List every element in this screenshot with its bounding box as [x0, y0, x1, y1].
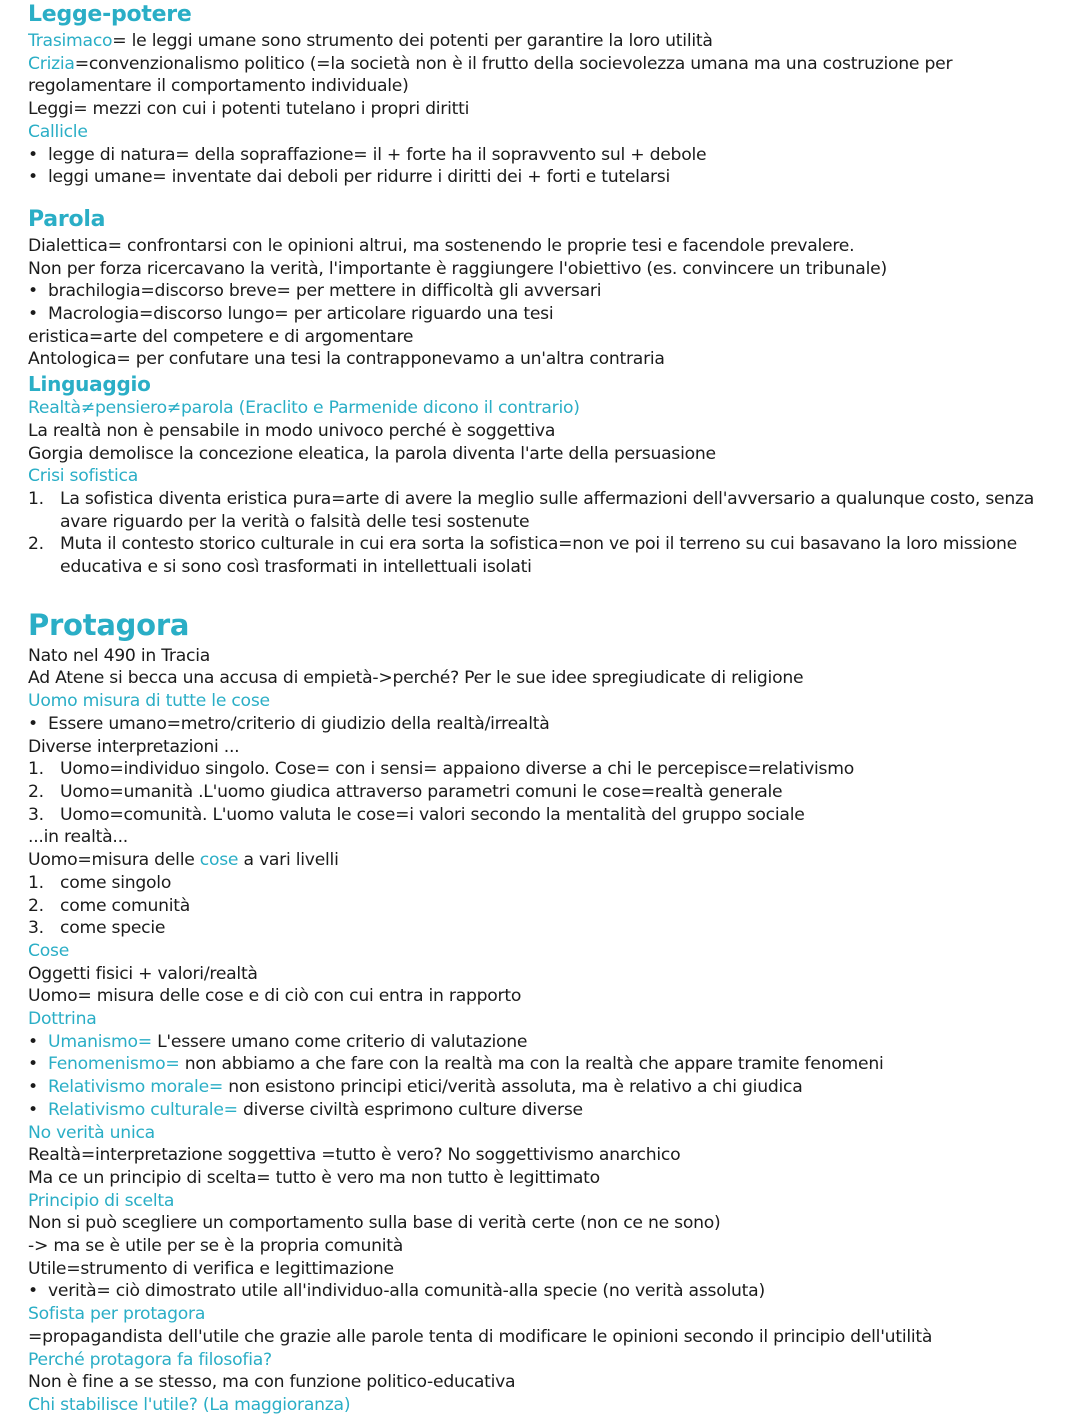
- list-text: Muta il contesto storico culturale in cui era sorta la sofistica=non ve poi il terreno su cui basavano la loro missione educativa e si sono così trasformati in intellettuali isolati: [60, 534, 1017, 578]
- bullet-marker: •: [28, 1077, 38, 1098]
- nato-line: Nato nel 490 in Tracia: [28, 645, 211, 666]
- utile-line: Utile=strumento di verifica e legittimazione: [28, 1258, 394, 1279]
- nonforza-line: Non per forza ricercavano la verità, l'importante è raggiungere l'obiettivo (es. convincere un tribunale): [28, 258, 887, 279]
- bullet-text: legge di natura= della sopraffazione= il + forte ha il sopravvento sul + debole: [48, 144, 707, 165]
- bullet-marker: •: [28, 1099, 38, 1120]
- uomo-cose-line: [28, 849, 1060, 872]
- dottrina-definition: non esistono principi etici/verità assoluta, ma è relativo a chi giudica: [223, 1077, 803, 1098]
- heading-parola: Parola: [28, 206, 106, 232]
- bullet-marker: •: [28, 1281, 38, 1302]
- callicle-bullet: [28, 166, 1060, 189]
- trasimaco-label: Trasimaco: [28, 31, 113, 51]
- cose-label: Cose: [28, 940, 70, 961]
- bullet-marker: •: [28, 281, 38, 302]
- list-text: Uomo=comunità. L'uomo valuta le cose=i valori secondo la mentalità del gruppo sociale: [60, 804, 805, 825]
- list-text: come comunità: [60, 895, 191, 916]
- leggi-line: Leggi= mezzi con cui i potenti tutelano i propri diritti: [28, 99, 470, 120]
- heading-linguaggio: Linguaggio: [28, 372, 151, 397]
- interp-item: [28, 758, 1060, 781]
- crizia-label: Crizia: [28, 53, 75, 74]
- bullet-text: verità= ciò dimostrato utile all'individuo-alla comunità-alla specie (no verità assoluta): [48, 1281, 765, 1302]
- list-number: 2.: [28, 895, 44, 916]
- dialettica-line: Dialettica= confrontarsi con le opinioni altrui, ma sostenendo le proprie tesi e facendole prevalere.: [28, 235, 855, 256]
- dottrina-definition: L'essere umano come criterio di valutazione: [151, 1031, 528, 1052]
- diverse-line: Diverse interpretazioni ...: [28, 736, 240, 757]
- bullet-marker: •: [28, 167, 38, 188]
- bullet-marker: •: [28, 1054, 38, 1075]
- crizia-line: [28, 53, 1060, 98]
- principio-label: Principio di scelta: [28, 1190, 175, 1211]
- antologica-line: Antologica= per confutare una tesi la contrapponevamo a un'altra contraria: [28, 349, 665, 370]
- uomo-misura-label: Uomo misura di tutte le cose: [28, 691, 270, 712]
- bullet-marker: •: [28, 144, 38, 165]
- crisi-label: Crisi sofistica: [28, 466, 139, 487]
- list-text: come specie: [60, 918, 166, 939]
- callicle-bullet: [28, 144, 1060, 167]
- dottrina-term: Fenomenismo=: [48, 1054, 180, 1075]
- eristica-line: eristica=arte del competere e di argomentare: [28, 326, 414, 347]
- realta-line: La realtà non è pensabile in modo univoco perché è soggettiva: [28, 420, 556, 441]
- bullet-marker: •: [28, 1031, 38, 1052]
- realta-teal-line: Realtà≠pensiero≠parola (Eraclito e Parmenide dicono il contrario): [28, 398, 580, 419]
- accusa-line: Ad Atene si becca una accusa di empietà->perché? Per le sue idee spregiudicate di religione: [28, 668, 804, 689]
- heading-legge-potere: Legge-potere: [28, 2, 192, 27]
- bullet-text: brachilogia=discorso breve= per mettere in difficoltà gli avversari: [48, 281, 602, 302]
- dottrina-item-content: [48, 1076, 1060, 1099]
- list-number: 2.: [28, 534, 44, 555]
- list-text: Uomo=individuo singolo. Cose= con i sensi= appaiono diverse a chi le percepisce=relativismo: [60, 759, 854, 780]
- parola-bullet: [28, 280, 1060, 303]
- livello-item: [28, 895, 1060, 918]
- inrealta-line: ...in realtà...: [28, 827, 129, 848]
- dottrina-term: Relativismo culturale=: [48, 1099, 238, 1120]
- ma-ce-line: Ma ce un principio di scelta= tutto è vero ma non tutto è legittimato: [28, 1167, 600, 1188]
- perche-label: Perché protagora fa filosofia?: [28, 1349, 272, 1370]
- dottrina-item-content: [48, 1053, 1060, 1076]
- sofista-label: Sofista per protagora: [28, 1304, 206, 1325]
- bullet-marker: •: [28, 713, 38, 734]
- bullet-text: leggi umane= inventate dai deboli per ridurre i diritti dei + forti e tutelarsi: [48, 167, 671, 188]
- perche-line: Non è fine a se stesso, ma con funzione politico-educativa: [28, 1372, 516, 1393]
- non-si-puo-line: Non si può scegliere un comportamento sulla base di verità certe (non ce ne sono): [28, 1213, 721, 1234]
- list-number: 1.: [28, 872, 44, 893]
- list-text: La sofistica diventa eristica pura=arte di avere la meglio sulle affermazioni dell'avversario a qualunque costo, senza avare riguardo per la verità o falsità delle tesi sostenute: [60, 488, 1035, 532]
- uomo-rapporto-line: Uomo= misura delle cose e di ciò con cui entra in rapporto: [28, 986, 522, 1007]
- essere-bullet: [28, 713, 1060, 736]
- uomo-cose-pre: Uomo=misura delle: [28, 850, 200, 871]
- sofista-line: =propagandista dell'utile che grazie alle parole tenta di modificare le opinioni secondo il principio dell'utilità: [28, 1326, 933, 1347]
- uomo-cose-teal: cose: [199, 850, 239, 871]
- list-text: come singolo: [60, 872, 172, 893]
- callicle-label: Callicle: [28, 121, 88, 142]
- bullet-text: Macrologia=discorso lungo= per articolare riguardo una tesi: [48, 304, 554, 325]
- list-number: 3.: [28, 918, 44, 939]
- dottrina-item: [28, 1099, 1060, 1122]
- list-number: 2.: [28, 781, 44, 802]
- gorgia-line: Gorgia demolisce la concezione eleatica, la parola diventa l'arte della persuasione: [28, 443, 716, 464]
- dottrina-item: [28, 1053, 1060, 1076]
- uomo-cose-post: a vari livelli: [238, 850, 339, 871]
- verita-bullet: [28, 1280, 1060, 1303]
- dottrina-item-content: [48, 1031, 1060, 1054]
- list-text: Uomo=umanità .L'uomo giudica attraverso parametri comuni le cose=realtà generale: [60, 781, 783, 802]
- realta-interp-line: Realtà=interpretazione soggettiva =tutto è vero? No soggettivismo anarchico: [28, 1145, 681, 1166]
- dottrina-label: Dottrina: [28, 1009, 97, 1030]
- no-verita-label: No verità unica: [28, 1122, 155, 1143]
- list-number: 1.: [28, 759, 44, 780]
- dottrina-definition: non abbiamo a che fare con la realtà ma con la realtà che appare tramite fenomeni: [179, 1054, 884, 1075]
- list-number: 3.: [28, 804, 44, 825]
- oggetti-line: Oggetti fisici + valori/realtà: [28, 963, 258, 984]
- list-number: 1.: [28, 488, 44, 509]
- trasimaco-text: = le leggi umane sono strumento dei potenti per garantire la loro utilità: [112, 31, 713, 51]
- chi-label: Chi stabilisce l'utile? (La maggioranza): [28, 1394, 351, 1415]
- parola-bullet: [28, 303, 1060, 326]
- livello-item: [28, 917, 1060, 940]
- dottrina-item: [28, 1076, 1060, 1099]
- bullet-text: Essere umano=metro/criterio di giudizio della realtà/irrealtà: [48, 713, 550, 734]
- interp-item: [28, 781, 1060, 804]
- dottrina-definition: diverse civiltà esprimono culture diverse: [237, 1099, 583, 1120]
- interp-item: [28, 804, 1060, 827]
- trasimaco-line: [28, 30, 1060, 53]
- ma-se-line: -> ma se è utile per se è la propria comunità: [28, 1236, 404, 1257]
- section-gap: [28, 189, 1060, 205]
- dottrina-item: [28, 1031, 1060, 1054]
- crisi-item: [28, 488, 1060, 533]
- heading-protagora: Protagora: [28, 607, 190, 642]
- crizia-text: =convenzionalismo politico (=la società non è il frutto della socievolezza umana ma una costruzione per regolamentare il comportamento individuale): [28, 53, 953, 97]
- crisi-item: [28, 533, 1060, 578]
- dottrina-term: Relativismo morale=: [48, 1077, 224, 1098]
- livello-item: [28, 872, 1060, 895]
- dottrina-item-content: [48, 1099, 1060, 1122]
- section-gap: [28, 579, 1060, 595]
- bullet-marker: •: [28, 304, 38, 325]
- dottrina-term: Umanismo=: [48, 1031, 152, 1052]
